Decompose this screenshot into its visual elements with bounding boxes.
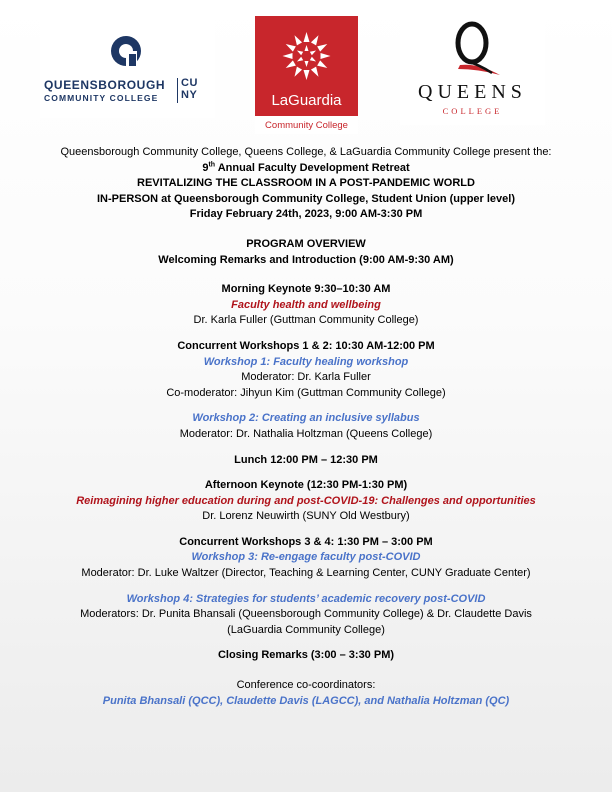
laguardia-red-block bbox=[255, 16, 358, 116]
workshop-2-title: Workshop 2: Creating an inclusive syllabus bbox=[192, 412, 420, 425]
presenters-line: Queensborough Community College, Queens College, & LaGuardia Community College present the: bbox=[60, 146, 552, 158]
logo-row bbox=[0, 0, 612, 140]
retreat-theme: REVITALIZING THE CLASSROOM IN A POST-PANDEMIC WORLD bbox=[137, 177, 475, 190]
queensborough-logo bbox=[40, 20, 215, 118]
qcc-logo-subtitle: COMMUNITY COLLEGE bbox=[44, 93, 159, 103]
workshop-2-moderator: Moderator: Dr. Nathalia Holtzman (Queens College) bbox=[179, 427, 433, 440]
workshop-3-moderator: Moderator: Dr. Luke Waltzer (Director, Teaching & Learning Center, CUNY Graduate Center) bbox=[81, 567, 531, 580]
queens-logo-name: QUEENS bbox=[418, 81, 527, 103]
workshop-1-moderator: Moderator: Dr. Karla Fuller bbox=[241, 371, 371, 384]
queens-college-logo bbox=[400, 13, 545, 125]
laguardia-logo-name: LaGuardia bbox=[271, 92, 342, 109]
coordinators-names: Punita Bhansali (QCC), Claudette Davis (LAGCC), and Nathalia Holtzman (QC) bbox=[102, 694, 510, 707]
welcome-remarks: Welcoming Remarks and Introduction (9:00 AM-9:30 AM) bbox=[158, 253, 454, 266]
afternoon-keynote-speaker: Dr. Lorenz Neuwirth (SUNY Old Westbury) bbox=[202, 510, 410, 523]
qcc-emblem-icon bbox=[40, 20, 215, 80]
program-overview-heading: PROGRAM OVERVIEW bbox=[246, 237, 366, 250]
laguardia-logo bbox=[255, 16, 358, 134]
workshop-4-moderators: Moderators: Dr. Punita Bhansali (Queensborough Community College) & Dr. Claudette Davis bbox=[80, 608, 532, 621]
closing-remarks: Closing Remarks (3:00 – 3:30 PM) bbox=[217, 649, 395, 662]
laguardia-logo-subtitle: Community College bbox=[265, 120, 348, 131]
qcc-logo-separator bbox=[177, 78, 178, 103]
workshop-1-title: Workshop 1: Faculty healing workshop bbox=[203, 355, 409, 368]
workshop-1-comoderator: Co-moderator: Jihyun Kim (Guttman Community College) bbox=[166, 386, 446, 399]
concurrent-workshops-3-4-title: Concurrent Workshops 3 & 4: 1:30 PM – 3:00 PM bbox=[179, 535, 433, 548]
morning-keynote-topic: Faculty health and wellbeing bbox=[231, 298, 381, 311]
workshop-3-title: Workshop 3: Re-engage faculty post-COVID bbox=[191, 551, 421, 564]
afternoon-keynote-title: Afternoon Keynote (12:30 PM-1:30 PM) bbox=[204, 479, 408, 492]
workshop-4-title: Workshop 4: Strategies for students’ academic recovery post-COVID bbox=[126, 592, 486, 605]
lunch-break: Lunch 12:00 PM – 12:30 PM bbox=[234, 453, 378, 466]
coordinators-label: Conference co-coordinators: bbox=[236, 679, 376, 692]
cuny-logo-text: CU NY bbox=[181, 77, 198, 101]
morning-keynote-title: Morning Keynote 9:30–10:30 AM bbox=[221, 283, 391, 296]
retreat-title: 9th Annual Faculty Development Retreat bbox=[202, 160, 410, 174]
queens-logo-subtitle: COLLEGE bbox=[442, 106, 503, 116]
queens-q-emblem-icon bbox=[400, 13, 545, 81]
morning-keynote-speaker: Dr. Karla Fuller (Guttman Community College) bbox=[193, 314, 419, 327]
concurrent-workshops-1-2-title: Concurrent Workshops 1 & 2: 10:30 AM-12:00 PM bbox=[177, 339, 435, 352]
afternoon-keynote-topic: Reimagining higher education during and post-COVID-19: Challenges and opportunities bbox=[76, 494, 536, 507]
workshop-4-moderators-continued: (LaGuardia Community College) bbox=[227, 623, 385, 636]
retreat-location: IN-PERSON at Queensborough Community College, Student Union (upper level) bbox=[96, 192, 516, 205]
qcc-logo-name: QUEENSBOROUGH bbox=[44, 78, 166, 92]
program-content bbox=[0, 145, 612, 709]
laguardia-star-icon bbox=[255, 16, 358, 91]
retreat-date: Friday February 24th, 2023, 9:00 AM-3:30 PM bbox=[189, 208, 423, 221]
